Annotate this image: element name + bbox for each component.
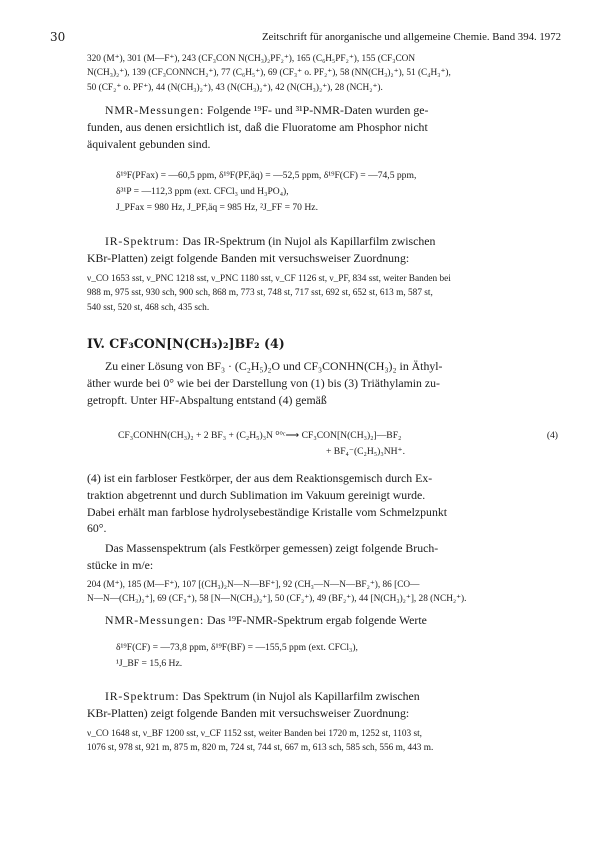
mass-spec-line: 320 (M⁺), 301 (M—F⁺), 243 (CF₃CON N(CH₃)₂PF₂⁺), 165 (C₆H₅PF₂⁺), 155 (CF₃CON xyxy=(87,54,416,64)
ir-band-line: 540 sst, 520 st, 468 sch, 435 sch. xyxy=(87,302,210,313)
ir-text: Das IR-Spektrum (in Nujol als Kapillarfilm zwischen xyxy=(182,234,436,248)
mass-spec-line: N—N—(CH₃)₂⁺], 69 (CF₃⁺), 58 [N—N(CH₃)₂⁺], 50 (CF₂⁺), 49 (BF₂⁺), 44 [N(CH₃)₂⁺], 28 (NCH₂⁺). xyxy=(87,594,467,605)
nmr-value-line: δ¹⁹F(CF) = —73,8 ppm, δ¹⁹F(BF) = —155,5 ppm (ext. CFCl₃), xyxy=(116,642,358,653)
body-line: getropft. Unter HF-Abspaltung entstand (4) gemäß xyxy=(87,392,327,407)
nmr-data-1 xyxy=(116,168,556,216)
body-line: traktion abgetrennt und durch Sublimation im Vakuum gereinigt wurde. xyxy=(87,487,426,502)
body-line: Dabei erhält man farblose hydrolysebeständige Kristalle vom Schmelzpunkt xyxy=(87,504,448,519)
mass-spec-line: 204 (M⁺), 185 (M—F⁺), 107 [(CH₃)₂N—N—BF⁺], 92 (CH₃—N—N—BF₂⁺), 86 [CO— xyxy=(87,580,420,590)
ir-heading: IR-Spektrum: xyxy=(105,689,180,703)
section-iv-intro xyxy=(87,358,557,408)
journal-title: Zeitschrift für anorganische und allgemeine Chemie. Band 394. 1972 xyxy=(261,31,561,43)
ir-paragraph-1 xyxy=(87,233,557,267)
nmr-data-2 xyxy=(116,640,556,672)
nmr-text: äquivalent gebunden sind. xyxy=(87,136,211,151)
nmr-text: Folgende ¹⁹F- und ³¹P-NMR-Daten wurden ge- xyxy=(206,103,429,117)
mass-spec-line: 50 (CF₂⁺ o. PF⁺), 44 (N(CH₃)₂⁺), 43 (N(CH₃)₂⁺), 42 (N(CH₃)₂⁺), 28 (NCH₂⁺). xyxy=(87,82,383,93)
section-iv-description xyxy=(87,470,557,537)
ir-text: Das Spektrum (in Nujol als Kapillarfilm zwischen xyxy=(182,689,420,703)
nmr-value-line: ¹J_BF = 15,6 Hz. xyxy=(116,658,183,669)
mass-spec-2 xyxy=(87,578,557,607)
body-line: 60°. xyxy=(87,521,107,536)
ir-band-line: ν_CO 1653 sst, ν_PNC 1218 sst, ν_PNC 1180 sst, ν_CF 1126 st, ν_PF, 834 sst, weiter Banden bei xyxy=(87,274,451,284)
nmr-text: funden, aus denen ersichtlich ist, daß die Fluoratome am Phosphor nicht xyxy=(87,119,428,134)
nmr-paragraph-1 xyxy=(87,102,557,152)
ir-band-line: 1076 st, 978 st, 921 m, 875 m, 820 m, 724 st, 744 st, 667 m, 613 sch, 585 sch, 556 m, 443 m. xyxy=(87,743,434,754)
ir-text: KBr-Platten) zeigt folgende Banden mit versuchsweiser Zuordnung: xyxy=(87,705,410,720)
mass-spec-1 xyxy=(87,52,557,95)
ir-heading: IR-Spektrum: xyxy=(105,234,180,248)
nmr-value-line: J_PFax = 980 Hz, J_PF,äq = 985 Hz, ²J_FF = 70 Hz. xyxy=(116,202,318,213)
body-line: äther wurde bei 0° wie bei der Darstellung von (1) bis (3) Triäthylamin zu- xyxy=(87,375,440,390)
ir-paragraph-2 xyxy=(87,688,557,722)
equation-line: + BF₄⁻(C₂H₅)₃NH⁺. xyxy=(326,446,406,457)
nmr-value-line: δ³¹P = —112,3 ppm (ext. CFCl₃ und H₃PO₄), xyxy=(116,186,289,197)
body-line: Das Massenspektrum (als Festkörper gemessen) zeigt folgende Bruch- xyxy=(105,541,439,555)
ir-band-line: ν_CO 1648 st, ν_BF 1200 sst, ν_CF 1152 sst, weiter Banden bei 1720 m, 1252 st, 1103 st, xyxy=(87,729,423,739)
page-number: 30 xyxy=(50,30,66,44)
equation-line: CF₃CONHN(CH₃)₂ + 2 BF₃ + (C₂H₅)₃N ⁰°ᶜ⟶ CF₃CON[N(CH₃)₂]—BF₂ xyxy=(118,430,402,441)
nmr-text: Das ¹⁹F-NMR-Spektrum ergab folgende Werte xyxy=(206,613,427,627)
mass-spec-paragraph xyxy=(87,540,557,574)
equation-number: (4) xyxy=(546,430,558,441)
reaction-equation xyxy=(118,428,558,460)
section-heading: IV. CF₃CON[N(CH₃)₂]BF₂ (4) xyxy=(87,336,285,351)
ir-text: KBr-Platten) zeigt folgende Banden mit versuchsweiser Zuordnung: xyxy=(87,250,410,265)
ir-data-2 xyxy=(87,727,557,756)
ir-data-1 xyxy=(87,272,557,315)
body-line: stücke in m/e: xyxy=(87,557,154,572)
mass-spec-line: N(CH₃)₂⁺), 139 (CF₃CONNCH₂⁺), 77 (C₆H₅⁺), 69 (CF₃⁺ o. PF₂⁺), 58 (NN(CH₃)₂⁺), 51 (C₄H₃⁺), xyxy=(87,68,451,79)
body-line: (4) ist ein farbloser Festkörper, der aus dem Reaktionsgemisch durch Ex- xyxy=(87,471,433,485)
nmr-paragraph-2 xyxy=(87,612,557,629)
nmr-value-line: δ¹⁹F(PFax) = —60,5 ppm, δ¹⁹F(PF,äq) = —52,5 ppm, δ¹⁹F(CF) = —74,5 ppm, xyxy=(116,170,417,181)
nmr-heading: NMR-Messungen: xyxy=(105,613,205,627)
running-header xyxy=(50,30,561,44)
nmr-heading: NMR-Messungen: xyxy=(105,103,205,117)
ir-band-line: 988 m, 975 sst, 930 sch, 900 sch, 868 m, 773 st, 748 st, 717 sst, 692 st, 652 st, 613 m, 587 st, xyxy=(87,288,433,299)
body-line: Zu einer Lösung von BF₃ · (C₂H₅)₂O und CF₃CONHN(CH₃)₂ in Äthyl- xyxy=(105,359,443,373)
